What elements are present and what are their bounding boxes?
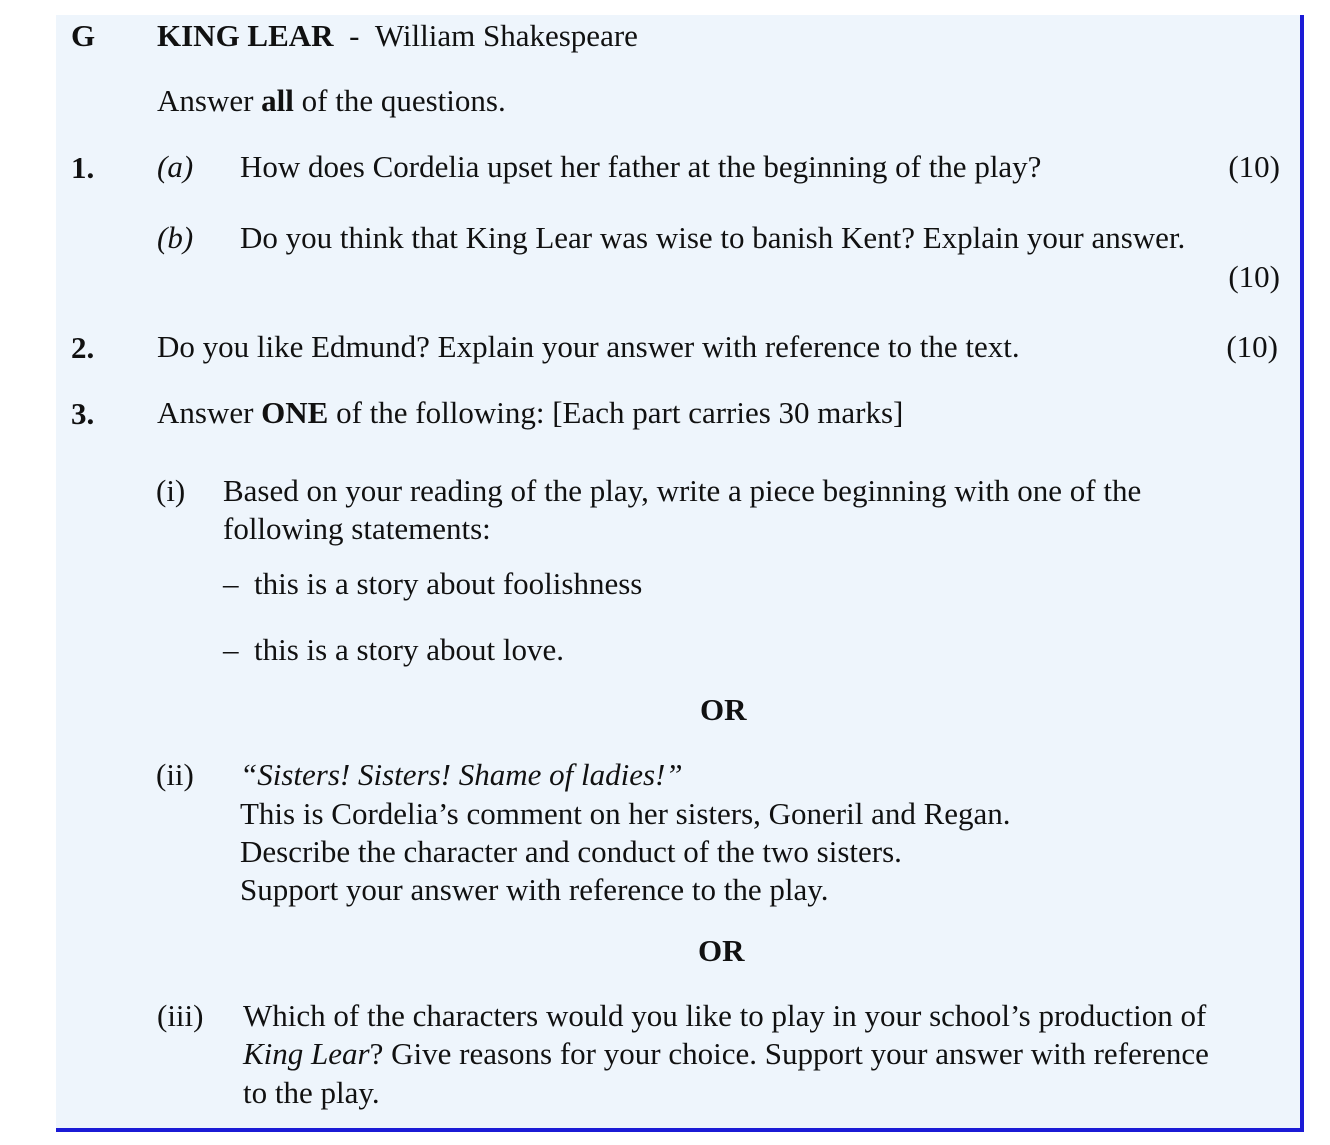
option-i-line-1: Based on your reading of the play, write a piece beginning with one of the <box>223 473 1142 508</box>
option-ii-label: (ii) <box>156 757 194 792</box>
section-heading <box>157 17 638 55</box>
option-i-bullet-1: – this is a story about foolishness <box>223 566 643 601</box>
option-iii-line-3: to the play. <box>243 1075 380 1110</box>
question-1b-label: (b) <box>157 220 194 255</box>
option-i-line-2: following statements: <box>223 511 491 546</box>
question-1a-label: (a) <box>157 149 194 184</box>
option-ii-line-3: Support your answer with reference to the play. <box>240 872 829 907</box>
option-ii-line-2: Describe the character and conduct of the two sisters. <box>240 834 902 869</box>
play-author: William Shakespeare <box>374 18 638 53</box>
option-ii-line-1: This is Cordelia’s comment on her sisters, Goneril and Regan. <box>240 796 1011 831</box>
option-i-label: (i) <box>156 473 186 508</box>
or-divider-1: OR <box>700 692 747 727</box>
question-2-number: 2. <box>71 330 95 365</box>
question-1a-text: How does Cordelia upset her father at the beginning of the play? <box>240 149 1042 184</box>
question-2-marks: (10) <box>1226 329 1278 364</box>
or-divider-2: OR <box>698 933 745 968</box>
question-1b-text: Do you think that King Lear was wise to banish Kent? Explain your answer. <box>240 220 1186 255</box>
option-iii-label: (iii) <box>157 998 204 1033</box>
question-3-intro: Answer ONE of the following: [Each part carries 30 marks] <box>157 395 904 430</box>
option-ii-quote: “Sisters! Sisters! Shame of ladies!” <box>240 757 683 792</box>
section-instruction: Answer all of the questions. <box>157 83 506 118</box>
question-1b-marks: (10) <box>1228 259 1280 294</box>
question-3-number: 3. <box>71 396 95 431</box>
section-letter: G <box>71 18 96 53</box>
question-2-text: Do you like Edmund? Explain your answer with reference to the text. <box>157 329 1020 364</box>
title-separator: - <box>349 18 360 53</box>
option-iii-line-1: Which of the characters would you like to play in your school’s production of <box>243 998 1207 1033</box>
option-i-bullet-2: – this is a story about love. <box>223 632 564 667</box>
question-1a-marks: (10) <box>1228 149 1280 184</box>
question-1-number: 1. <box>71 150 95 185</box>
option-iii-line-2: King Lear? Give reasons for your choice. Support your answer with reference <box>243 1036 1209 1071</box>
play-title: KING LEAR <box>157 18 334 53</box>
